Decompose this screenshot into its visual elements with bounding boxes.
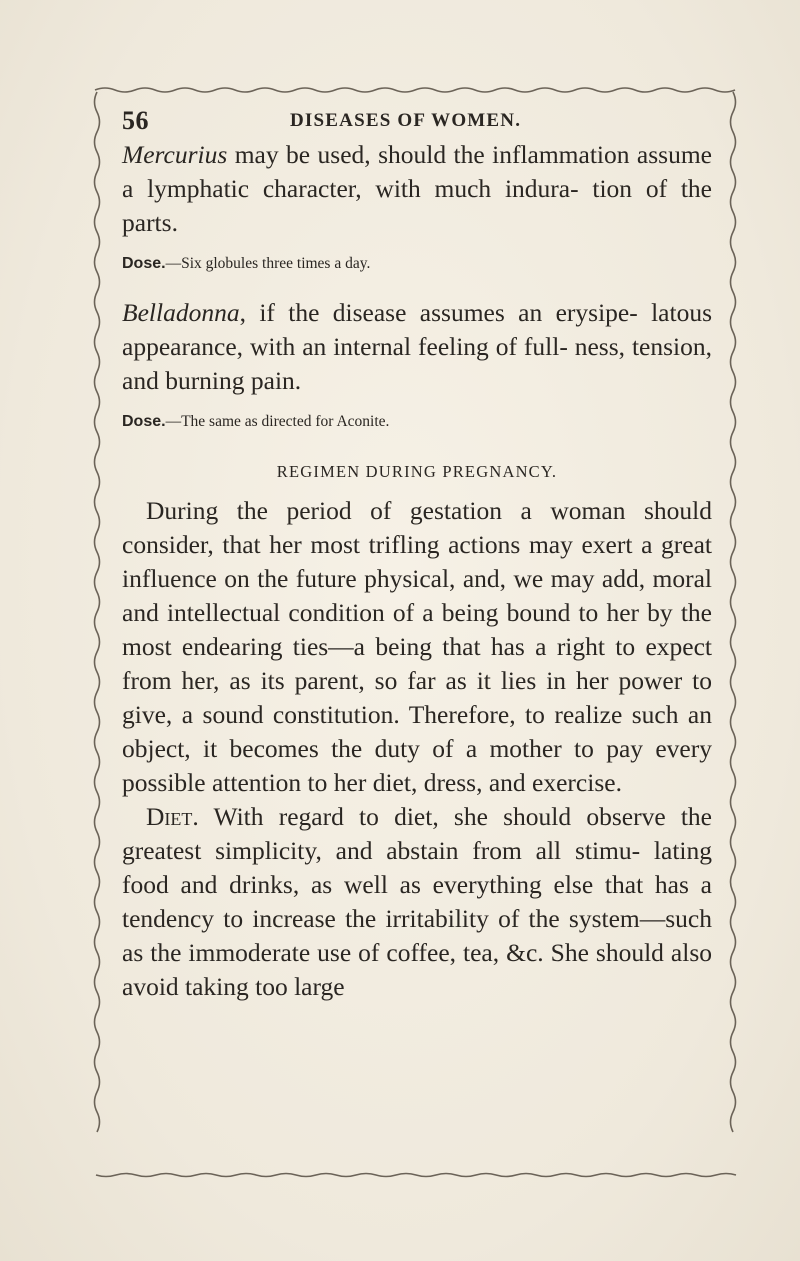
page-body	[122, 138, 712, 1004]
remedy-name: Belladonna	[122, 298, 240, 327]
dose-note	[122, 254, 712, 274]
paragraph-diet	[122, 800, 712, 1004]
paragraph-regimen: During the period of gestation a woman should consider, that her most trifling actions may exert a great influence on the future physical, and, we may add, moral and intellectual condition of a being bound to her by the most endearing ties—a being that has a right to expect from her, as its parent, so far as it lies in her power to give, a sound constitution. Therefore, to realize such an object, it becomes the duty of a mother to pay every possible attention to her diet, dress, and exercise.	[122, 496, 712, 797]
running-header	[122, 106, 712, 138]
paragraph-text: , if the disease assumes an erysipe- latous appearance, with an internal feeling of full- ness, tension, and burning pain.	[122, 298, 712, 395]
diet-label: Diet.	[146, 802, 199, 831]
page-number: 56	[122, 106, 149, 135]
dose-label: Dose.	[122, 255, 166, 272]
dose-note	[122, 412, 712, 432]
paragraph-text: may be used, should the inflammation assume a lymphatic character, with much indura- tion of the parts.	[122, 140, 712, 237]
dose-text: —Six globules three times a day.	[165, 255, 371, 272]
running-title: DISEASES OF WOMEN.	[290, 110, 522, 131]
paragraph-text: With regard to diet, she should observe the greatest simplicity, and abstain from all stimu- lating food and drinks, as well as everything else that has a tendency to increase the irritability of the system—such as the immoderate use of coffee, tea, &c. She should also avoid taking too large	[122, 802, 712, 1001]
dose-text: —The same as directed for Aconite.	[165, 413, 390, 430]
paragraph-belladonna	[122, 296, 712, 398]
remedy-name: Mercurius	[122, 140, 228, 169]
paragraph-mercurius	[122, 138, 712, 240]
dose-label: Dose.	[122, 413, 166, 430]
section-heading: REGIMEN DURING PREGNANCY.	[276, 462, 558, 481]
